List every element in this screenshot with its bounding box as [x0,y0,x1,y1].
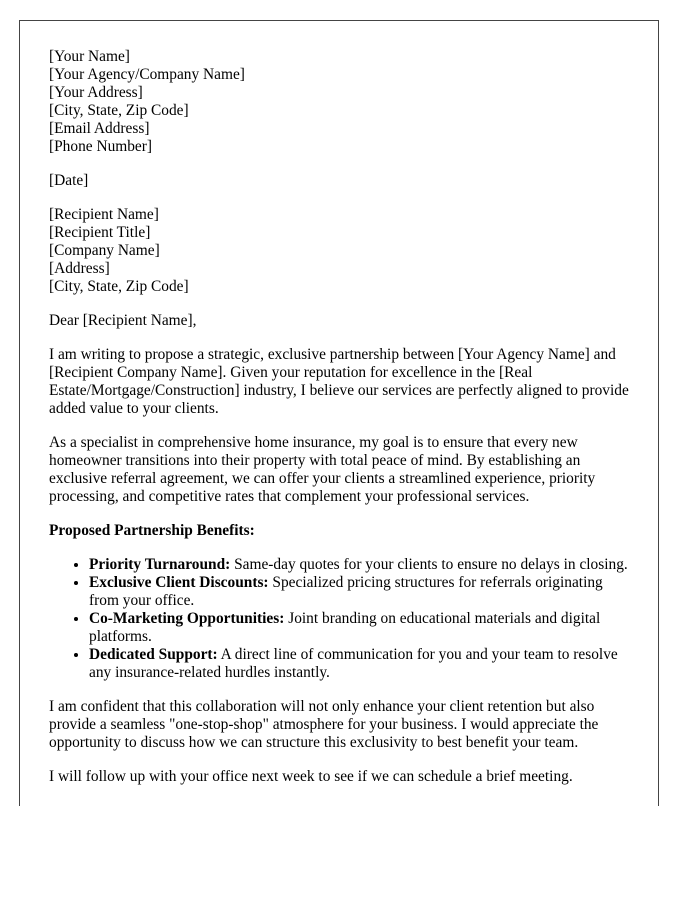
benefit-text: Joint branding on educational materials and digital platforms. [89,610,601,645]
sender-company: [Your Agency/Company Name] [49,66,245,83]
intro-paragraph: I am writing to propose a strategic, exclusive partnership between [Your Agency Name] and [Recipient Company Name]. Given your reputation for excellence in the [Real Estate/Mortgage/Construction] industry, I believe our services are perfectly aligned to provide added value to your clients. [49,346,629,417]
benefit-text: A direct line of communication for you and your team to resolve any insurance-related hurdles instantly. [89,646,618,681]
benefit-text: Specialized pricing structures for referrals originating from your office. [89,574,603,609]
salutation: Dear [Recipient Name], [49,312,197,329]
recipient-city-state-zip: [City, State, Zip Code] [49,278,189,295]
benefits-heading: Proposed Partnership Benefits: [49,522,255,539]
sender-email: [Email Address] [49,120,150,137]
benefits-list [49,556,634,682]
benefit-item [89,556,634,574]
follow-up-paragraph: I will follow up with your office next week to see if we can schedule a brief meeting. [49,768,573,785]
benefit-item [89,574,634,610]
benefit-title: Exclusive Client Discounts: [89,574,269,591]
sender-block [49,48,634,156]
sender-name: [Your Name] [49,48,130,65]
recipient-title: [Recipient Title] [49,224,151,241]
recipient-name: [Recipient Name] [49,206,159,223]
sender-address: [Your Address] [49,84,143,101]
benefit-title: Co-Marketing Opportunities: [89,610,285,627]
letter-body [49,48,634,802]
benefit-title: Dedicated Support: [89,646,218,663]
sender-phone: [Phone Number] [49,138,153,155]
confidence-paragraph: I am confident that this collaboration will not only enhance your client retention but also provide a seamless "one-stop-shop" atmosphere for your business. I would appreciate the opportunity to discuss how we can structure this exclusivity to best benefit your team. [49,698,599,751]
benefit-title: Priority Turnaround: [89,556,231,573]
specialist-paragraph: As a specialist in comprehensive home insurance, my goal is to ensure that every new homeowner transitions into their property with total peace of mind. By establishing an exclusive referral agreement, we can offer your clients a streamlined experience, priority processing, and competitive rates that complement your professional services. [49,434,596,505]
letter-page [19,20,659,806]
benefit-item [89,646,634,682]
benefit-text: Same-day quotes for your clients to ensure no delays in closing. [230,556,628,573]
date-block [49,172,634,190]
benefit-item [89,610,634,646]
letter-date: [Date] [49,172,89,189]
recipient-block [49,206,634,296]
recipient-address: [Address] [49,260,110,277]
sender-city-state-zip: [City, State, Zip Code] [49,102,189,119]
recipient-company: [Company Name] [49,242,160,259]
